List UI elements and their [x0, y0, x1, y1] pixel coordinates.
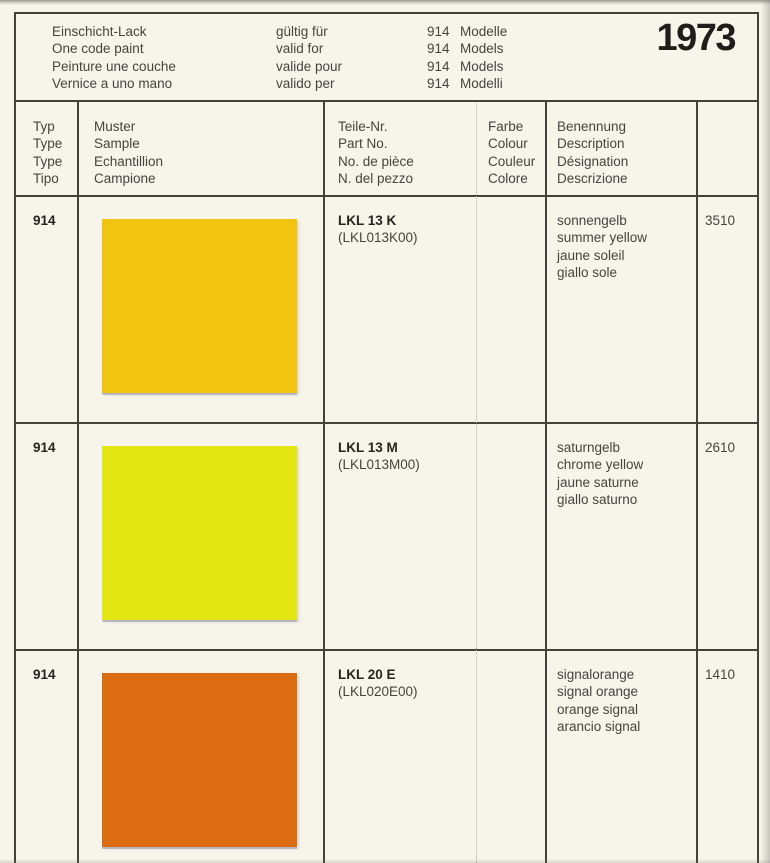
- column-header-line: Type: [33, 153, 63, 169]
- column-divider: [545, 102, 547, 863]
- column-divider: [323, 102, 325, 863]
- model-name: Models: [460, 58, 504, 74]
- part-number-full: (LKL013K00): [338, 230, 418, 246]
- color-code: 2610: [705, 440, 736, 455]
- type-value: 914: [33, 667, 56, 682]
- product-title-line: Einschicht-Lack: [52, 24, 147, 39]
- column-header-line: Descrizione: [557, 171, 628, 187]
- model-name: Modelle: [460, 24, 508, 39]
- scan-edge-right: [761, 0, 770, 863]
- color-code: 3510: [705, 213, 736, 228]
- color-swatch: [102, 446, 297, 620]
- paint-row-sonnengelb: [16, 197, 757, 422]
- column-header-line: Muster: [94, 119, 136, 134]
- column-header-line: Campione: [94, 171, 156, 187]
- color-name: giallo saturno: [557, 492, 638, 508]
- column-header-line: Couleur: [488, 153, 536, 169]
- table-body: [16, 197, 757, 863]
- product-title: [52, 23, 176, 93]
- scan-edge-bottom: [0, 859, 770, 863]
- column-header-line: No. de pièce: [338, 153, 414, 169]
- part-number-full: (LKL020E00): [338, 684, 418, 700]
- valid-for-label: [276, 23, 342, 93]
- model-number: 914: [427, 41, 450, 57]
- column-header-line: Désignation: [557, 153, 629, 169]
- color-name: orange signal: [557, 701, 639, 717]
- scan-edge-top: [0, 0, 770, 5]
- part-number-code: LKL 20 E: [338, 667, 396, 682]
- color-swatch: [102, 673, 297, 847]
- product-title-line: Vernice a uno mano: [52, 76, 173, 92]
- product-title-line: Peinture une couche: [52, 58, 176, 74]
- column-header-colour: [488, 118, 535, 188]
- color-name-list: [557, 212, 647, 282]
- column-header-part-no: [338, 118, 414, 188]
- column-header-description: [557, 118, 628, 188]
- model-name-column: [460, 23, 507, 93]
- column-header-typ: [33, 118, 62, 188]
- part-number-code: LKL 13 M: [338, 440, 398, 455]
- year-label: 1973: [656, 17, 735, 59]
- column-header-line: Sample: [94, 136, 140, 152]
- document-header: [16, 14, 757, 102]
- column-divider-dotted: [476, 102, 477, 863]
- column-header-line: Teile-Nr.: [338, 119, 388, 134]
- color-name: chrome yellow: [557, 457, 644, 473]
- column-header-line: Typ: [33, 119, 55, 134]
- color-name: summer yellow: [557, 230, 648, 246]
- table-column-headers: [16, 102, 757, 197]
- model-name: Modelli: [460, 76, 503, 92]
- column-header-line: Benennung: [557, 119, 627, 134]
- column-header-line: N. del pezzo: [338, 171, 414, 187]
- color-code: 1410: [705, 667, 736, 682]
- valid-for-line: valid for: [276, 41, 324, 57]
- part-number-code: LKL 13 K: [338, 213, 397, 228]
- column-header-line: Tipo: [33, 171, 59, 187]
- column-divider: [77, 102, 79, 863]
- column-header-line: Colour: [488, 136, 528, 152]
- column-header-line: Echantillion: [94, 153, 164, 169]
- part-number: [338, 666, 418, 701]
- color-swatch: [102, 219, 297, 393]
- model-number: 914: [427, 24, 450, 39]
- color-name: signalorange: [557, 667, 635, 682]
- model-name: Models: [460, 41, 504, 57]
- color-name-list: [557, 666, 640, 736]
- column-header-line: Part No.: [338, 136, 388, 152]
- type-value: 914: [33, 440, 56, 455]
- color-name: jaune saturne: [557, 474, 639, 490]
- column-divider: [696, 102, 698, 863]
- color-name: giallo sole: [557, 265, 618, 281]
- column-header-line: Type: [33, 136, 63, 152]
- type-value: 914: [33, 213, 56, 228]
- part-number: [338, 439, 420, 474]
- color-name: saturngelb: [557, 440, 621, 455]
- model-number: 914: [427, 76, 450, 92]
- color-name: signal orange: [557, 684, 639, 700]
- column-header-line: Colore: [488, 171, 528, 187]
- model-number: 914: [427, 58, 450, 74]
- paint-row-saturngelb: [16, 422, 757, 649]
- valid-for-line: valide pour: [276, 58, 343, 74]
- part-number-full: (LKL013M00): [338, 457, 420, 473]
- column-header-line: Farbe: [488, 119, 524, 134]
- color-name: jaune soleil: [557, 247, 625, 263]
- part-number: [338, 212, 418, 247]
- color-name: arancio signal: [557, 719, 641, 735]
- valid-for-line: valido per: [276, 76, 335, 92]
- color-name-list: [557, 439, 643, 509]
- paint-row-signalorange: [16, 649, 757, 863]
- column-header-line: Description: [557, 136, 625, 152]
- paint-chart-document: [14, 12, 759, 863]
- color-name: sonnengelb: [557, 213, 627, 228]
- model-number-column: [427, 23, 450, 93]
- valid-for-line: gültig für: [276, 24, 328, 39]
- column-header-sample: [94, 118, 163, 188]
- product-title-line: One code paint: [52, 41, 144, 57]
